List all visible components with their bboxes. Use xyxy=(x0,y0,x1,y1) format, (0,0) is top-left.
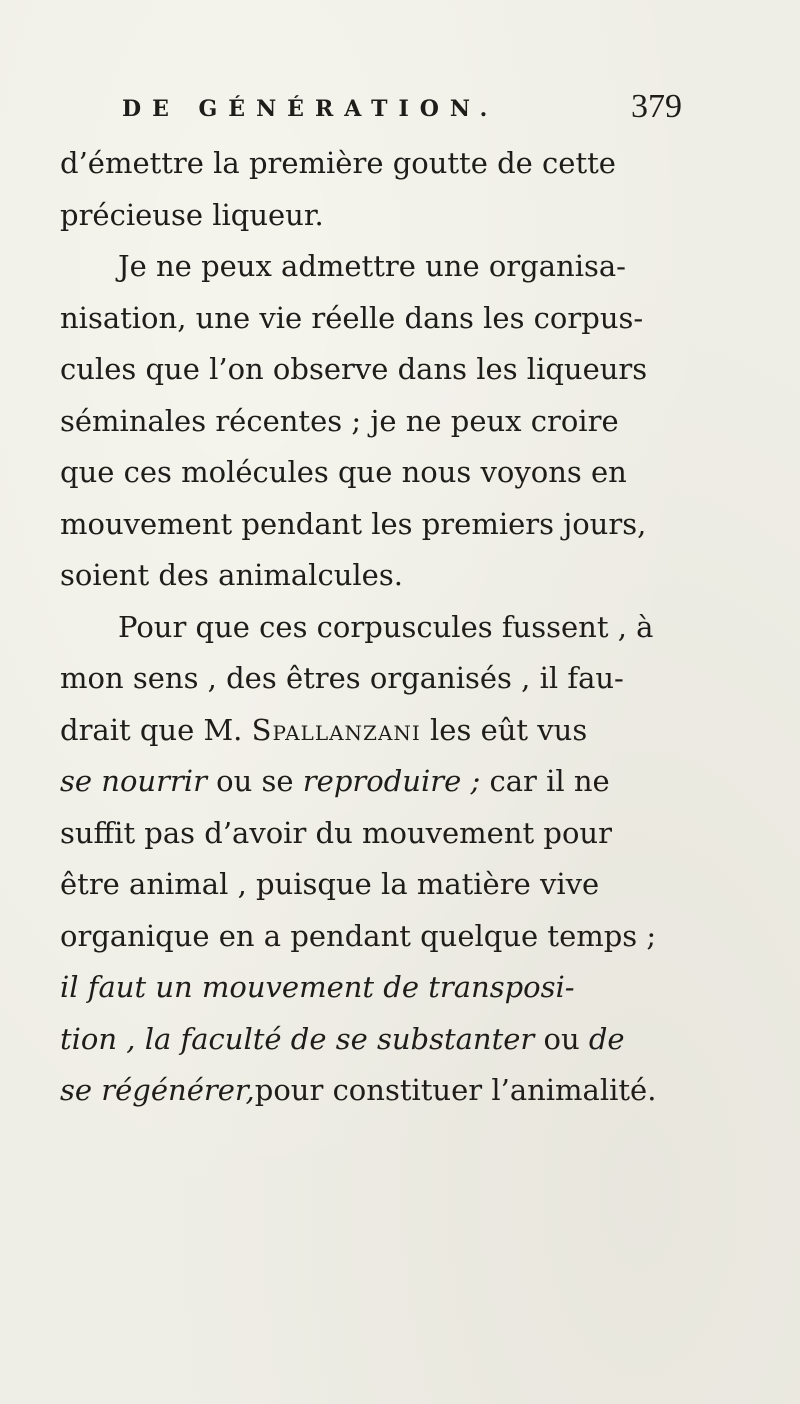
text-line xyxy=(60,447,627,497)
text-line xyxy=(60,293,643,343)
text-segment: tion , la faculté de se substanter xyxy=(60,1021,535,1056)
running-title: DE GÉNÉRATION. xyxy=(122,96,499,122)
text-line xyxy=(60,653,624,703)
text-segment: être animal , puisque la matière vive xyxy=(60,867,600,901)
text-segment: drait que M. xyxy=(60,712,252,747)
text-segment: mon sens , des êtres organisés , il fau- xyxy=(60,661,624,695)
text-line xyxy=(60,396,619,446)
text-segment: car il ne xyxy=(480,764,610,798)
text-segment: soient des animalcules. xyxy=(60,558,403,592)
text-segment: de xyxy=(588,1021,625,1056)
text-line xyxy=(118,241,626,291)
text-line xyxy=(60,550,403,600)
text-line xyxy=(60,962,575,1012)
text-line xyxy=(60,808,612,858)
text-segment: les eût vus xyxy=(420,712,588,747)
text-segment: il faut un mouvement de transposi- xyxy=(60,970,575,1004)
text-segment: Pour que ces corpuscules fussent , à xyxy=(118,609,654,644)
text-segment: se nourrir xyxy=(60,764,207,798)
text-line xyxy=(60,1065,656,1115)
text-segment: pour constituer l’animalité. xyxy=(254,1073,657,1107)
text-segment: précieuse liqueur. xyxy=(60,197,324,232)
text-line xyxy=(60,859,599,909)
text-segment: que ces molécules que nous voyons en xyxy=(60,455,627,489)
text-line xyxy=(60,911,656,961)
text-line xyxy=(118,602,653,652)
text-segment: suffit pas d’avoir du mouvement pour xyxy=(60,815,612,850)
text-line xyxy=(60,344,647,394)
text-segment: d’émettre la première goutte de cette xyxy=(60,146,616,180)
text-segment: ou se xyxy=(206,764,303,798)
text-segment: organique en a pendant quelque temps ; xyxy=(60,918,657,953)
page-number: 379 xyxy=(631,88,682,125)
text-segment: ou xyxy=(534,1021,589,1056)
text-segment: Je ne peux admettre une organisa- xyxy=(118,249,626,283)
text-line xyxy=(60,138,616,188)
text-line xyxy=(60,756,610,806)
author-name: Spallanzani xyxy=(251,712,421,747)
text-segment: cules que l’on observe dans les liqueurs xyxy=(60,352,648,386)
text-segment: mouvement pendant les premiers jours, xyxy=(60,506,647,541)
text-segment: séminales récentes ; je ne peux croire xyxy=(60,403,619,438)
text-line xyxy=(60,499,646,549)
text-line xyxy=(60,705,587,755)
text-segment: se régénérer, xyxy=(60,1073,255,1107)
text-line xyxy=(60,1014,625,1064)
text-line xyxy=(60,190,324,240)
text-segment: reproduire ; xyxy=(302,764,481,798)
page-header xyxy=(122,88,682,132)
text-segment: nisation, une vie réelle dans les corpus- xyxy=(60,300,644,335)
